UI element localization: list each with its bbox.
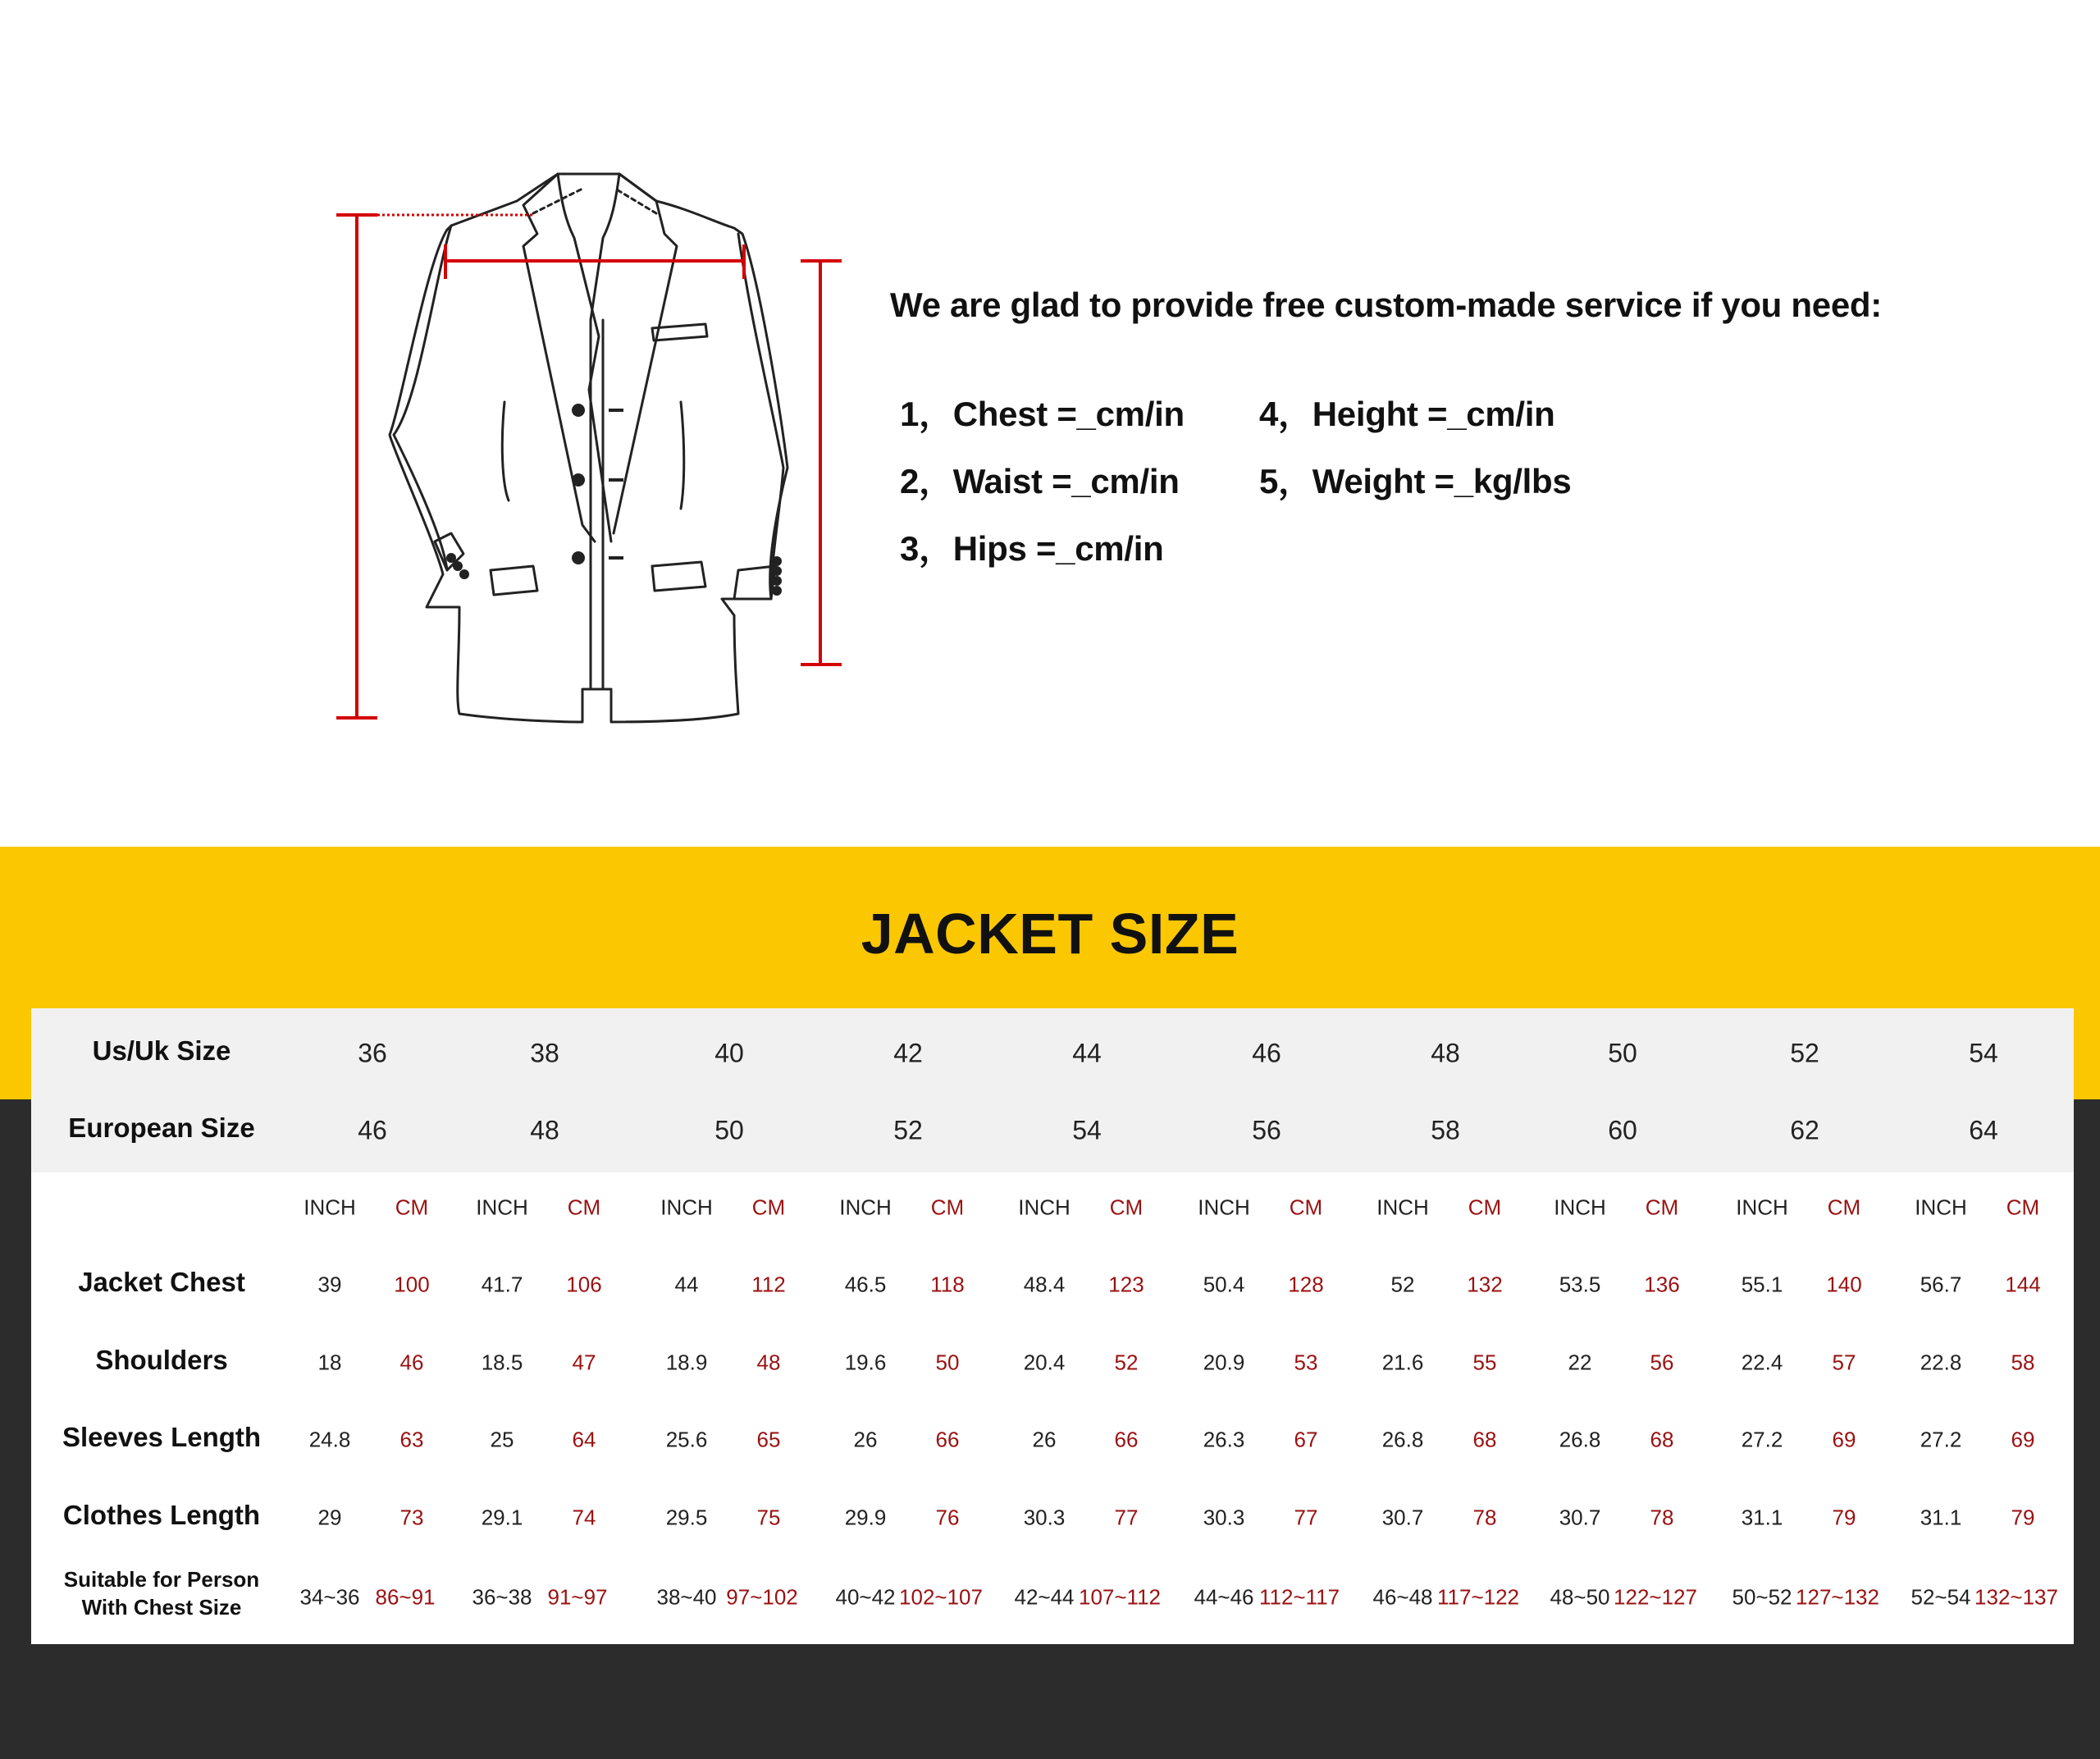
unit-inch-label: INCH [476,1195,528,1220]
inch-value: 48.4 [1023,1272,1066,1297]
european-size-value: 58 [1431,1115,1460,1145]
inch-value: 30.3 [1023,1505,1066,1530]
cm-value: 64 [572,1427,596,1452]
cm-value: 66 [1114,1427,1139,1452]
cm-value: 107~112 [1078,1584,1162,1610]
cm-value: 118 [930,1272,965,1297]
us-uk-size-value: 38 [530,1038,559,1068]
european-size-value: 52 [893,1115,923,1145]
inch-value: 30.7 [1559,1505,1601,1530]
inch-value: 26.8 [1559,1427,1601,1452]
inch-value: 30.7 [1381,1505,1424,1530]
inch-value: 19.6 [844,1350,887,1375]
inch-value: 18.9 [665,1350,708,1375]
cm-value: 48 [756,1350,781,1375]
unit-cm-label: CM [1645,1195,1679,1220]
unit-cm-label: CM [751,1195,786,1220]
cm-value: 128 [1288,1272,1324,1297]
inch-value: 41.7 [481,1272,523,1297]
us-uk-size-value: 36 [358,1038,387,1068]
unit-inch-label: INCH [660,1195,713,1220]
unit-inch-label: INCH [1554,1195,1606,1220]
european-size-value: 46 [358,1115,387,1145]
inch-value: 25.6 [665,1427,708,1452]
us-uk-size-value: 40 [714,1038,744,1068]
inch-value: 44 [674,1272,699,1297]
us-uk-size-value: 44 [1072,1038,1102,1068]
unit-inch-label: INCH [1198,1195,1250,1220]
cm-value: 79 [2011,1505,2035,1530]
unit-cm-label: CM [1289,1195,1323,1220]
inch-value: 26 [1032,1427,1057,1452]
inch-value: 18.5 [481,1350,523,1375]
row-label: Sleeves Length [62,1422,262,1452]
inch-value: 52 [1390,1272,1415,1297]
cm-value: 56 [1650,1350,1674,1375]
inch-value: 20.9 [1203,1350,1245,1375]
inch-value: 39 [317,1272,342,1297]
unit-inch-label: INCH [839,1195,892,1220]
cm-value: 112 [751,1272,786,1297]
inch-value: 22 [1568,1350,1592,1375]
inch-value: 29 [317,1505,342,1530]
us-uk-size-value: 42 [893,1038,923,1068]
row-label-line2: With Chest Size [81,1595,242,1620]
cm-value: 127~132 [1796,1584,1879,1610]
cm-value: 123 [1108,1272,1144,1297]
inch-value: 22.8 [1920,1350,1962,1375]
inch-value: 44~46 [1194,1584,1254,1610]
inch-value: 31.1 [1741,1505,1783,1530]
custom-item-weight: 5，Weight =_kg/lbs [1259,462,1572,500]
inch-value: 29.1 [481,1505,523,1530]
inch-value: 27.2 [1920,1427,1962,1452]
european-size-value: 56 [1252,1115,1281,1145]
unit-cm-label: CM [1827,1195,1861,1220]
cm-value: 63 [399,1427,424,1452]
unit-inch-label: INCH [1915,1195,1967,1220]
cm-value: 66 [935,1427,960,1452]
row-label: Clothes Length [62,1500,261,1530]
cm-value: 68 [1650,1427,1674,1452]
inch-value: 42~44 [1014,1584,1075,1610]
inch-value: 26.8 [1381,1427,1424,1452]
cm-value: 78 [1472,1505,1497,1530]
us-uk-size-value: 54 [1969,1038,1998,1068]
size-table [31,1008,2074,1644]
inch-value: 46~48 [1372,1584,1433,1610]
cm-value: 132 [1467,1272,1503,1297]
cm-value: 67 [1294,1427,1318,1452]
european-size-value: 60 [1608,1115,1637,1145]
cm-value: 74 [572,1505,596,1530]
inch-value: 38~40 [656,1584,717,1610]
row-label [64,1565,259,1621]
inch-value: 20.4 [1023,1350,1066,1375]
custom-item-hips: 3，Hips =_cm/in [900,529,1164,568]
european-size-value: 62 [1790,1115,1819,1145]
inch-value: 26 [853,1427,878,1452]
top-section [0,0,2100,847]
row-label-line1: Suitable for Person [63,1567,260,1592]
cm-value: 58 [2011,1350,2035,1375]
unit-cm-label: CM [567,1195,601,1220]
custom-item-height: 4，Height =_cm/in [1259,395,1555,433]
size-chart-title: JACKET SIZE [861,902,1239,966]
inch-value: 52~54 [1911,1584,1971,1610]
inch-value: 55.1 [1741,1272,1783,1297]
cm-value: 117~122 [1436,1584,1520,1610]
custom-item-chest: 1，Chest =_cm/in [900,395,1185,433]
inch-value: 34~36 [299,1584,360,1610]
cm-value: 69 [1832,1427,1856,1452]
inch-value: 24.8 [308,1427,351,1452]
cm-value: 77 [1114,1505,1139,1530]
unit-cm-label: CM [2006,1195,2040,1220]
us-uk-size-value: 50 [1608,1038,1637,1068]
european-size-value: 54 [1072,1115,1102,1145]
inch-value: 50~52 [1732,1584,1792,1610]
cm-value: 47 [572,1350,596,1375]
inch-value: 36~38 [472,1584,532,1610]
us-uk-size-value: 46 [1252,1038,1281,1068]
us-uk-size-value: 52 [1790,1038,1819,1068]
row-label: Jacket Chest [78,1267,245,1297]
us-uk-size-label: Us/Uk Size [92,1035,231,1066]
unit-cm-label: CM [1109,1195,1144,1220]
cm-value: 53 [1294,1350,1318,1375]
cm-value: 140 [1826,1272,1862,1297]
cm-value: 97~102 [726,1584,798,1610]
cm-value: 100 [394,1272,430,1297]
unit-inch-label: INCH [1376,1195,1429,1220]
cm-value: 69 [2011,1427,2035,1452]
european-size-value: 50 [714,1115,744,1145]
cm-value: 68 [1472,1427,1497,1452]
custom-item-waist: 2，Waist =_cm/in [900,462,1180,500]
european-size-value: 48 [530,1115,559,1145]
inch-value: 27.2 [1741,1427,1783,1452]
cm-value: 52 [1114,1350,1139,1375]
cm-value: 55 [1472,1350,1497,1375]
cm-value: 76 [935,1505,960,1530]
inch-value: 48~50 [1550,1584,1610,1610]
cm-value: 79 [1832,1505,1856,1530]
european-size-label: European Size [68,1113,255,1143]
jacket-diagram-icon [312,156,853,747]
cm-value: 57 [1832,1350,1856,1375]
inch-value: 25 [490,1427,514,1452]
cm-value: 65 [756,1427,781,1452]
cm-value: 122~127 [1614,1584,1697,1610]
inch-value: 30.3 [1203,1505,1245,1530]
size-table-header [31,1008,2074,1172]
cm-value: 86~91 [375,1584,436,1610]
inch-value: 56.7 [1920,1272,1962,1297]
inch-value: 31.1 [1920,1505,1962,1530]
unit-inch-label: INCH [1736,1195,1788,1220]
cm-value: 78 [1650,1505,1674,1530]
inch-value: 50.4 [1203,1272,1245,1297]
custom-service-headline: We are glad to provide free custom-made service if you need: [890,286,1882,324]
cm-value: 73 [399,1505,424,1530]
row-label: Shoulders [95,1345,228,1375]
inch-value: 29.5 [665,1505,708,1530]
cm-value: 144 [2005,1272,2041,1297]
unit-cm-label: CM [395,1195,429,1220]
cm-value: 75 [756,1505,781,1530]
cm-value: 132~137 [1974,1584,2058,1610]
unit-cm-label: CM [930,1195,965,1220]
inch-value: 40~42 [835,1584,896,1610]
unit-inch-label: INCH [304,1195,356,1220]
us-uk-size-value: 48 [1431,1038,1460,1068]
unit-inch-label: INCH [1018,1195,1071,1220]
inch-value: 46.5 [844,1272,887,1297]
unit-cm-label: CM [1468,1195,1502,1220]
cm-value: 91~97 [547,1584,608,1610]
cm-value: 136 [1644,1272,1680,1297]
inch-value: 29.9 [844,1505,887,1530]
cm-value: 106 [566,1272,602,1297]
cm-value: 102~107 [899,1584,983,1610]
cm-value: 112~117 [1258,1584,1340,1610]
european-size-value: 64 [1969,1115,1998,1145]
cm-value: 77 [1294,1505,1318,1530]
cm-value: 46 [399,1350,424,1375]
inch-value: 53.5 [1559,1272,1601,1297]
inch-value: 18 [317,1350,342,1375]
inch-value: 26.3 [1203,1427,1245,1452]
inch-value: 22.4 [1741,1350,1783,1375]
inch-value: 21.6 [1381,1350,1424,1375]
cm-value: 50 [935,1350,960,1375]
